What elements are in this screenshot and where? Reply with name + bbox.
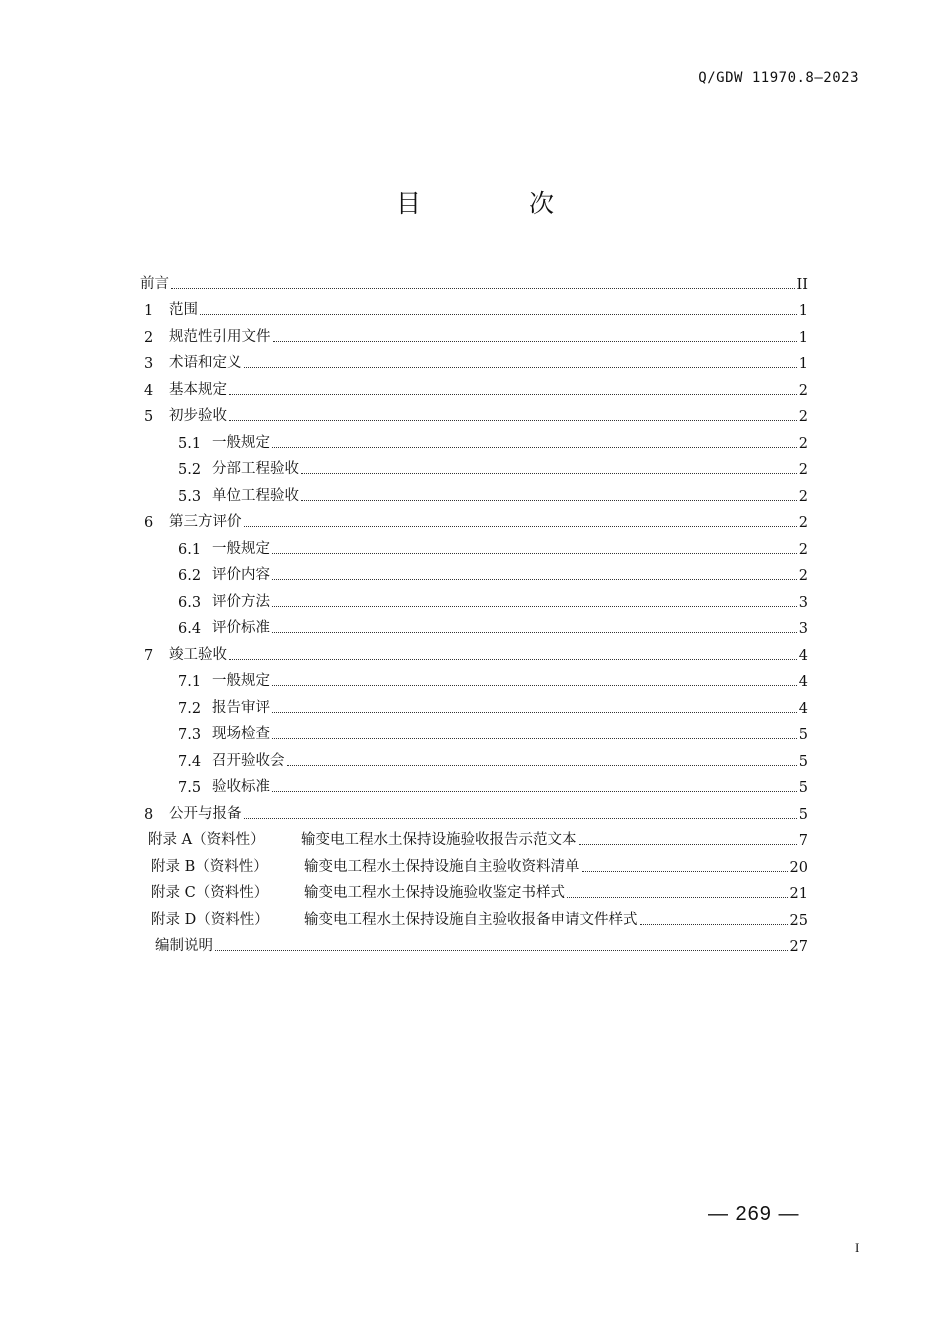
toc-entry-page: 2 bbox=[798, 488, 808, 505]
toc-entry-page: 4 bbox=[798, 674, 808, 690]
toc-entry-number: 6.1 bbox=[178, 541, 202, 558]
toc-entry-page: 1 bbox=[798, 329, 808, 346]
toc-entry-page: 3 bbox=[798, 594, 808, 611]
toc-entry-number: 7.3 bbox=[178, 727, 202, 743]
dot-leader bbox=[640, 923, 788, 925]
toc-entry[interactable] bbox=[140, 372, 808, 399]
page-title: 目 次 bbox=[396, 189, 604, 218]
toc-entry-number: 5 bbox=[144, 409, 154, 425]
toc-entry-label: 基本规定 bbox=[169, 381, 227, 398]
toc-entry[interactable] bbox=[140, 346, 808, 373]
toc-entry-number: 5.2 bbox=[178, 462, 202, 478]
toc-entry-number: 7.4 bbox=[178, 753, 202, 770]
toc-entry-number: 7.5 bbox=[178, 780, 202, 796]
toc-entry-label: 输变电工程水土保持设施验收鉴定书样式 bbox=[304, 885, 565, 901]
toc-entry[interactable] bbox=[140, 637, 808, 664]
toc-entry[interactable] bbox=[140, 425, 808, 452]
dot-leader bbox=[272, 631, 797, 633]
toc-entry-page: 1 bbox=[798, 356, 808, 372]
dot-leader bbox=[582, 870, 788, 872]
toc-entry-label: 竣工验收 bbox=[169, 646, 227, 663]
toc-entry-number: 6.4 bbox=[178, 621, 202, 637]
toc-entry-page: 27 bbox=[789, 939, 808, 955]
toc-entry-page: 25 bbox=[789, 912, 808, 929]
dot-leader bbox=[272, 552, 797, 554]
toc-entry[interactable] bbox=[140, 902, 808, 929]
toc-entry[interactable] bbox=[140, 664, 808, 691]
toc-entry[interactable] bbox=[140, 611, 808, 638]
dot-leader bbox=[287, 764, 797, 766]
toc-entry-number: 5.1 bbox=[178, 435, 202, 452]
standard-code: Q/GDW 11970.8—2023 bbox=[698, 70, 859, 86]
toc-entry[interactable] bbox=[140, 717, 808, 744]
toc-entry-label: 输变电工程水土保持设施验收报告示范文本 bbox=[301, 832, 577, 848]
toc-entry-page: 2 bbox=[798, 382, 808, 399]
toc-entry-label: 前言 bbox=[140, 275, 169, 292]
toc-entry[interactable] bbox=[140, 293, 808, 320]
toc-entry-label: 编制说明 bbox=[155, 938, 213, 954]
dot-leader bbox=[244, 817, 797, 819]
dot-leader bbox=[301, 499, 797, 501]
toc-entry-label: 单位工程验收 bbox=[212, 487, 299, 504]
dot-leader bbox=[272, 684, 797, 686]
toc-entry-page: 2 bbox=[798, 435, 808, 452]
toc-entry[interactable] bbox=[140, 452, 808, 479]
toc-entry-page: 5 bbox=[798, 780, 808, 796]
toc-entry-number: 6.2 bbox=[178, 568, 202, 584]
dot-leader bbox=[229, 393, 797, 395]
toc-entry-page: 2 bbox=[798, 462, 808, 478]
dot-leader bbox=[215, 949, 788, 951]
toc-entry[interactable] bbox=[140, 770, 808, 797]
toc-entry[interactable] bbox=[140, 690, 808, 717]
dot-leader bbox=[272, 711, 797, 713]
toc-entry[interactable] bbox=[140, 319, 808, 346]
toc-entry-number: 附录 D（资料性） bbox=[151, 911, 269, 928]
toc-entry-page: 5 bbox=[798, 753, 808, 770]
toc-entry-label: 输变电工程水土保持设施自主验收报备申请文件样式 bbox=[304, 911, 638, 928]
dot-leader bbox=[567, 896, 788, 898]
toc-entry-label: 第三方评价 bbox=[169, 514, 242, 530]
toc-entry-page: 21 bbox=[789, 886, 808, 902]
toc-entry-label: 分部工程验收 bbox=[212, 461, 299, 477]
toc-entry[interactable] bbox=[140, 505, 808, 532]
toc-entry-page: 5 bbox=[798, 806, 808, 823]
toc-entry-label: 一般规定 bbox=[212, 434, 270, 451]
toc-entry-label: 初步验收 bbox=[169, 408, 227, 424]
toc-entry-label: 输变电工程水土保持设施自主验收资料清单 bbox=[304, 858, 580, 875]
toc-entry-label: 评价标准 bbox=[212, 620, 270, 636]
toc-entry[interactable] bbox=[140, 743, 808, 770]
table-of-contents bbox=[140, 266, 808, 955]
dot-leader bbox=[244, 366, 797, 368]
toc-entry-number: 5.3 bbox=[178, 488, 202, 505]
toc-entry-page: 2 bbox=[798, 409, 808, 425]
toc-entry-label: 一般规定 bbox=[212, 673, 270, 689]
toc-entry-page: 3 bbox=[798, 621, 808, 637]
toc-entry-page: 2 bbox=[798, 568, 808, 584]
dot-leader bbox=[171, 287, 795, 289]
toc-entry[interactable] bbox=[140, 558, 808, 585]
toc-entry-label: 现场检查 bbox=[212, 726, 270, 742]
toc-entry-page: 20 bbox=[789, 859, 808, 876]
page-number: — 269 — bbox=[708, 1203, 800, 1225]
toc-entry[interactable] bbox=[140, 531, 808, 558]
toc-entry[interactable] bbox=[140, 929, 808, 956]
dot-leader bbox=[244, 525, 797, 527]
toc-entry-page: 7 bbox=[798, 833, 808, 849]
toc-entry-label: 公开与报备 bbox=[169, 805, 242, 822]
dot-leader bbox=[229, 658, 797, 660]
toc-entry-number: 6.3 bbox=[178, 594, 202, 611]
toc-entry-label: 召开验收会 bbox=[212, 752, 285, 769]
toc-entry[interactable] bbox=[140, 849, 808, 876]
toc-entry[interactable] bbox=[140, 796, 808, 823]
toc-entry-label: 验收标准 bbox=[212, 779, 270, 795]
toc-entry-page: 2 bbox=[798, 541, 808, 558]
toc-entry-number: 8 bbox=[144, 806, 154, 823]
toc-entry[interactable] bbox=[140, 266, 808, 293]
toc-entry-label: 报告审评 bbox=[212, 699, 270, 716]
roman-page-number: I bbox=[855, 1240, 860, 1255]
toc-entry-label: 规范性引用文件 bbox=[169, 328, 271, 345]
toc-entry-number: 4 bbox=[144, 382, 154, 399]
toc-entry[interactable] bbox=[140, 876, 808, 903]
toc-entry-number: 附录 C（资料性） bbox=[151, 885, 269, 901]
dot-leader bbox=[272, 605, 797, 607]
toc-entry-page: 2 bbox=[798, 515, 808, 531]
toc-entry[interactable] bbox=[140, 823, 808, 850]
dot-leader bbox=[229, 419, 797, 421]
toc-entry-page: II bbox=[796, 276, 808, 293]
toc-entry-page: 4 bbox=[798, 647, 808, 664]
toc-entry-number: 7.2 bbox=[178, 700, 202, 717]
dot-leader bbox=[301, 472, 797, 474]
toc-entry-page: 5 bbox=[798, 727, 808, 743]
toc-entry-number: 2 bbox=[144, 329, 154, 346]
dot-leader bbox=[272, 446, 797, 448]
dot-leader bbox=[579, 843, 797, 845]
dot-leader bbox=[200, 313, 797, 315]
dot-leader bbox=[272, 790, 797, 792]
toc-entry-number: 6 bbox=[144, 515, 154, 531]
toc-entry-number: 附录 A（资料性） bbox=[148, 832, 265, 848]
toc-entry-label: 评价方法 bbox=[212, 593, 270, 610]
toc-entry-label: 术语和定义 bbox=[169, 355, 242, 371]
toc-entry-number: 1 bbox=[144, 303, 154, 319]
toc-entry-page: 1 bbox=[798, 303, 808, 319]
dot-leader bbox=[272, 578, 797, 580]
toc-entry[interactable] bbox=[140, 584, 808, 611]
toc-entry-label: 范围 bbox=[169, 302, 198, 318]
toc-entry-number: 7.1 bbox=[178, 674, 202, 690]
toc-entry-number: 附录 B（资料性） bbox=[151, 858, 268, 875]
toc-entry-number: 7 bbox=[144, 647, 154, 664]
toc-entry[interactable] bbox=[140, 478, 808, 505]
toc-entry-label: 评价内容 bbox=[212, 567, 270, 583]
toc-entry[interactable] bbox=[140, 399, 808, 426]
dot-leader bbox=[273, 340, 797, 342]
toc-entry-label: 一般规定 bbox=[212, 540, 270, 557]
toc-entry-page: 4 bbox=[798, 700, 808, 717]
dot-leader bbox=[272, 737, 797, 739]
toc-entry-number: 3 bbox=[144, 356, 154, 372]
